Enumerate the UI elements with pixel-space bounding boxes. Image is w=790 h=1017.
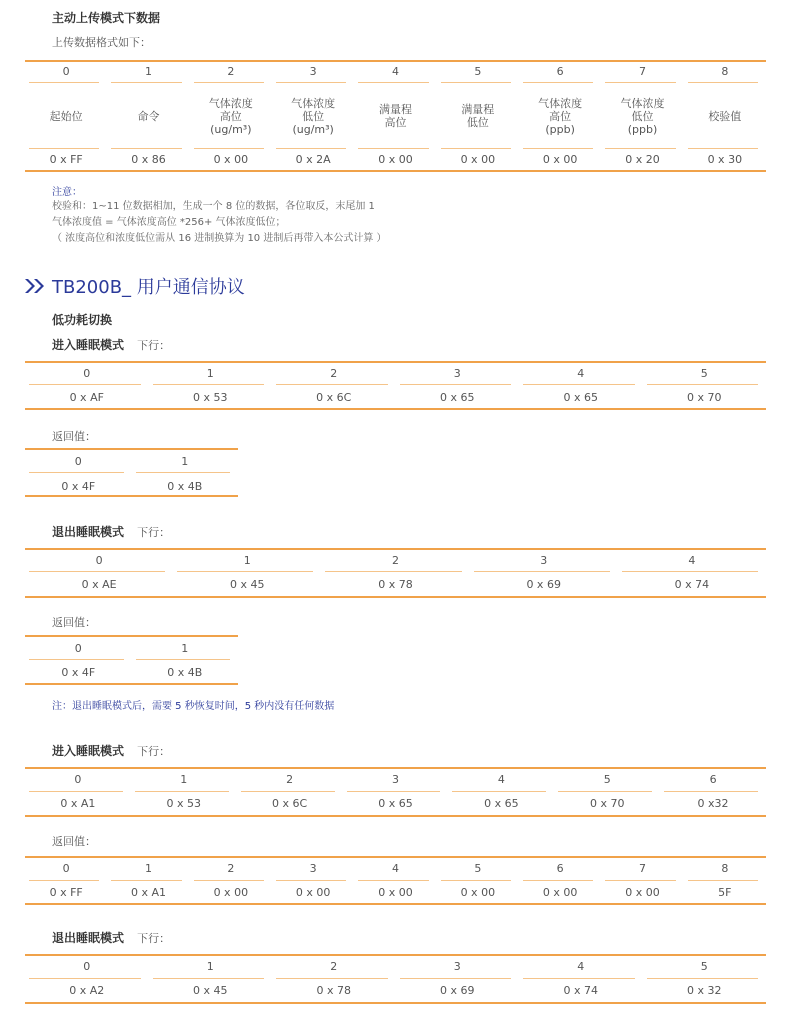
byte-value: 0 x 70 (589, 796, 625, 810)
cell-underline (135, 791, 229, 792)
cell-underline (29, 791, 123, 792)
column-header: 0 (83, 366, 91, 380)
byte-value: 0 x 65 (378, 796, 413, 810)
cell-underline (605, 82, 675, 83)
byte-value: 0 x 6C (272, 796, 308, 810)
byte-value: 5F (718, 885, 732, 899)
cell-underline (523, 384, 635, 385)
note-conversion: （ 浓度高位和浓度低位需从 16 进制换算为 10 进制后再带入本公式计算 ） (52, 233, 387, 244)
table-rule (25, 361, 766, 363)
cell-underline (347, 791, 441, 792)
low-power-title: 低功耗切换 (52, 313, 113, 327)
cell-underline (29, 978, 141, 979)
cell-underline (136, 472, 231, 473)
cell-underline (358, 82, 428, 83)
note-heading: 注意： (52, 187, 82, 198)
table-rule (25, 635, 238, 637)
column-header: 3 (540, 553, 548, 567)
field-value: 0 x 00 (213, 152, 249, 166)
cell-underline (153, 384, 265, 385)
cell-underline (111, 880, 181, 881)
exit-sleep-label: 退出睡眠模式 (52, 525, 125, 539)
byte-value: 0 x 4B (167, 479, 203, 493)
cell-underline (29, 384, 141, 385)
protocol-banner (24, 273, 245, 299)
column-header: 3 (309, 64, 317, 78)
field-label: 气体浓度 高位 (ppb) (538, 96, 583, 136)
down-label: 下行： (137, 745, 171, 758)
column-header: 1 (144, 64, 152, 78)
byte-value: 0 x 78 (316, 983, 351, 997)
column-header: 4 (391, 861, 399, 875)
column-header: 2 (391, 553, 399, 567)
byte-value: 0 x 00 (295, 885, 331, 899)
table-rule (25, 408, 766, 410)
field-value: 0 x 86 (131, 152, 166, 166)
table-rule (25, 548, 766, 550)
field-label: 校验值 (708, 109, 742, 123)
cell-underline (441, 148, 511, 149)
field-value: 0 x 00 (460, 152, 496, 166)
table-rule (25, 683, 238, 685)
column-header: 2 (227, 861, 235, 875)
byte-value: 0 x 45 (193, 983, 228, 997)
exit-sleep-note: 注：退出睡眠模式后，需要 5 秒恢复时间，5 秒内没有任何数据 (52, 701, 335, 712)
cell-underline (605, 148, 675, 149)
table-rule (25, 448, 238, 450)
cell-underline (523, 978, 635, 979)
cell-underline (29, 571, 165, 572)
byte-value: 0 x 6C (316, 390, 352, 404)
cell-underline (558, 791, 652, 792)
field-value: 0 x 30 (707, 152, 743, 166)
column-header: 0 (62, 861, 70, 875)
cell-underline (241, 791, 335, 792)
column-header: 6 (709, 772, 717, 786)
cell-underline (29, 82, 99, 83)
column-header: 2 (330, 366, 338, 380)
cell-underline (664, 791, 758, 792)
byte-value: 0 x FF (49, 885, 83, 899)
byte-value: 0 x 00 (213, 885, 249, 899)
cell-underline (194, 82, 264, 83)
cell-underline (452, 791, 546, 792)
cell-underline (358, 880, 428, 881)
cell-underline (474, 571, 610, 572)
table-rule (25, 903, 766, 905)
table-rule (25, 170, 766, 172)
table-rule (25, 1002, 766, 1004)
byte-value: 0 x 00 (460, 885, 496, 899)
cell-underline (276, 978, 388, 979)
field-label: 命令 (137, 109, 160, 123)
byte-value: 0 x 65 (563, 390, 598, 404)
cell-underline (441, 880, 511, 881)
field-label: 起始位 (49, 109, 83, 123)
enter-sleep-heading (52, 334, 170, 353)
enter-sleep-label: 进入睡眠模式 (52, 744, 125, 758)
note-formula: 气体浓度值 = 气体浓度高位 *256+ 气体浓度低位； (52, 217, 286, 228)
down-label: 下行： (137, 526, 171, 539)
field-value: 0 x 00 (378, 152, 413, 166)
byte-value: 0 x 53 (166, 796, 202, 810)
column-header: 8 (721, 861, 729, 875)
field-value: 0 x 00 (542, 152, 578, 166)
column-header: 2 (227, 64, 235, 78)
cell-underline (605, 880, 675, 881)
column-header: 5 (474, 861, 482, 875)
down-label: 下行： (137, 932, 171, 945)
cell-underline (647, 384, 759, 385)
column-header: 4 (577, 366, 585, 380)
section-title-upload: 主动上传模式下数据 (52, 11, 161, 25)
column-header: 3 (453, 959, 461, 973)
down-label: 下行： (137, 339, 171, 352)
cell-underline (276, 82, 346, 83)
byte-value: 0 x 65 (484, 796, 519, 810)
column-header: 1 (206, 959, 214, 973)
cell-underline (29, 659, 124, 660)
byte-value: 0 x A1 (130, 885, 166, 899)
table-rule (25, 815, 766, 817)
column-header: 6 (556, 64, 564, 78)
column-header: 3 (309, 861, 317, 875)
byte-value: 0 x 70 (687, 390, 722, 404)
column-header: 5 (603, 772, 611, 786)
double-chevron-icon (24, 278, 46, 294)
cell-underline (400, 384, 512, 385)
column-header: 0 (62, 64, 70, 78)
column-header: 3 (453, 366, 461, 380)
column-header: 4 (391, 64, 399, 78)
byte-value: 0 x A1 (60, 796, 96, 810)
cell-underline (647, 978, 759, 979)
column-header: 7 (638, 861, 646, 875)
column-header: 0 (74, 454, 82, 468)
byte-value: 0 x 53 (193, 390, 228, 404)
byte-value: 0 x 69 (440, 983, 475, 997)
return-label: 返回值： (52, 430, 96, 443)
byte-value: 0 x A2 (69, 983, 105, 997)
column-header: 1 (206, 366, 214, 380)
column-header: 5 (474, 64, 482, 78)
byte-value: 0 x32 (697, 796, 729, 810)
field-value: 0 x 20 (625, 152, 660, 166)
column-header: 0 (74, 772, 82, 786)
cell-underline (136, 659, 231, 660)
cell-underline (194, 148, 264, 149)
cell-underline (111, 148, 181, 149)
return-label: 返回值： (52, 616, 96, 629)
exit-sleep-heading-2 (52, 927, 170, 946)
field-value: 0 x 2A (295, 152, 331, 166)
column-header: 4 (688, 553, 696, 567)
cell-underline (153, 978, 265, 979)
field-label: 气体浓度 高位 (ug/m³) (208, 96, 253, 136)
table-rule (25, 495, 238, 497)
column-header: 1 (180, 772, 188, 786)
cell-underline (325, 571, 461, 572)
field-label: 气体浓度 低位 (ppb) (620, 96, 665, 136)
cell-underline (358, 148, 428, 149)
column-header: 2 (330, 959, 338, 973)
byte-value: 0 x 4F (61, 665, 96, 679)
cell-underline (523, 880, 593, 881)
field-value: 0 x FF (49, 152, 83, 166)
table-rule (25, 596, 766, 598)
return-label: 返回值： (52, 835, 96, 848)
cell-underline (111, 82, 181, 83)
column-header: 8 (721, 64, 729, 78)
column-header: 1 (181, 641, 189, 655)
cell-underline (276, 880, 346, 881)
cell-underline (523, 82, 593, 83)
column-header: 0 (95, 553, 103, 567)
cell-underline (441, 82, 511, 83)
exit-sleep-heading (52, 521, 170, 540)
cell-underline (177, 571, 313, 572)
enter-sleep-heading-2 (52, 740, 170, 759)
byte-value: 0 x 65 (440, 390, 475, 404)
cell-underline (194, 880, 264, 881)
column-header: 1 (144, 861, 152, 875)
byte-value: 0 x AE (81, 577, 117, 591)
column-header: 5 (700, 959, 708, 973)
byte-value: 0 x 74 (563, 983, 598, 997)
cell-underline (688, 880, 758, 881)
byte-value: 0 x 4B (167, 665, 203, 679)
column-header: 5 (700, 366, 708, 380)
table-rule (25, 856, 766, 858)
field-label: 满量程 高位 (378, 103, 412, 129)
cell-underline (276, 148, 346, 149)
column-header: 4 (577, 959, 585, 973)
byte-value: 0 x 78 (378, 577, 413, 591)
cell-underline (276, 384, 388, 385)
banner-title: TB200B_ 用户通信协议 (52, 277, 245, 298)
column-header: 1 (243, 553, 251, 567)
cell-underline (523, 148, 593, 149)
table-rule (25, 954, 766, 956)
byte-value: 0 x AF (69, 390, 104, 404)
byte-value: 0 x 4F (61, 479, 96, 493)
cell-underline (688, 82, 758, 83)
byte-value: 0 x 32 (687, 983, 722, 997)
byte-value: 0 x 45 (230, 577, 265, 591)
byte-value: 0 x 00 (542, 885, 578, 899)
cell-underline (688, 148, 758, 149)
exit-sleep-label: 退出睡眠模式 (52, 931, 125, 945)
cell-underline (29, 472, 124, 473)
column-header: 2 (286, 772, 294, 786)
upload-format-subtitle: 上传数据格式如下： (52, 36, 151, 49)
table-rule (25, 767, 766, 769)
cell-underline (400, 978, 512, 979)
byte-value: 0 x 00 (378, 885, 413, 899)
cell-underline (29, 880, 99, 881)
byte-value: 0 x 69 (526, 577, 561, 591)
field-label: 满量程 低位 (461, 103, 495, 129)
column-header: 0 (74, 641, 82, 655)
byte-value: 0 x 74 (674, 577, 710, 591)
column-header: 4 (497, 772, 505, 786)
field-label: 气体浓度 低位 (ug/m³) (291, 96, 336, 136)
column-header: 7 (638, 64, 646, 78)
column-header: 3 (391, 772, 399, 786)
column-header: 0 (83, 959, 91, 973)
note-checksum: 校验和：1~11 位数据相加，生成一个 8 位的数据，各位取反，末尾加 1 (52, 201, 375, 212)
column-header: 6 (556, 861, 564, 875)
byte-value: 0 x 00 (625, 885, 660, 899)
cell-underline (622, 571, 758, 572)
enter-sleep-label: 进入睡眠模式 (52, 338, 125, 352)
column-header: 1 (181, 454, 189, 468)
cell-underline (29, 148, 99, 149)
